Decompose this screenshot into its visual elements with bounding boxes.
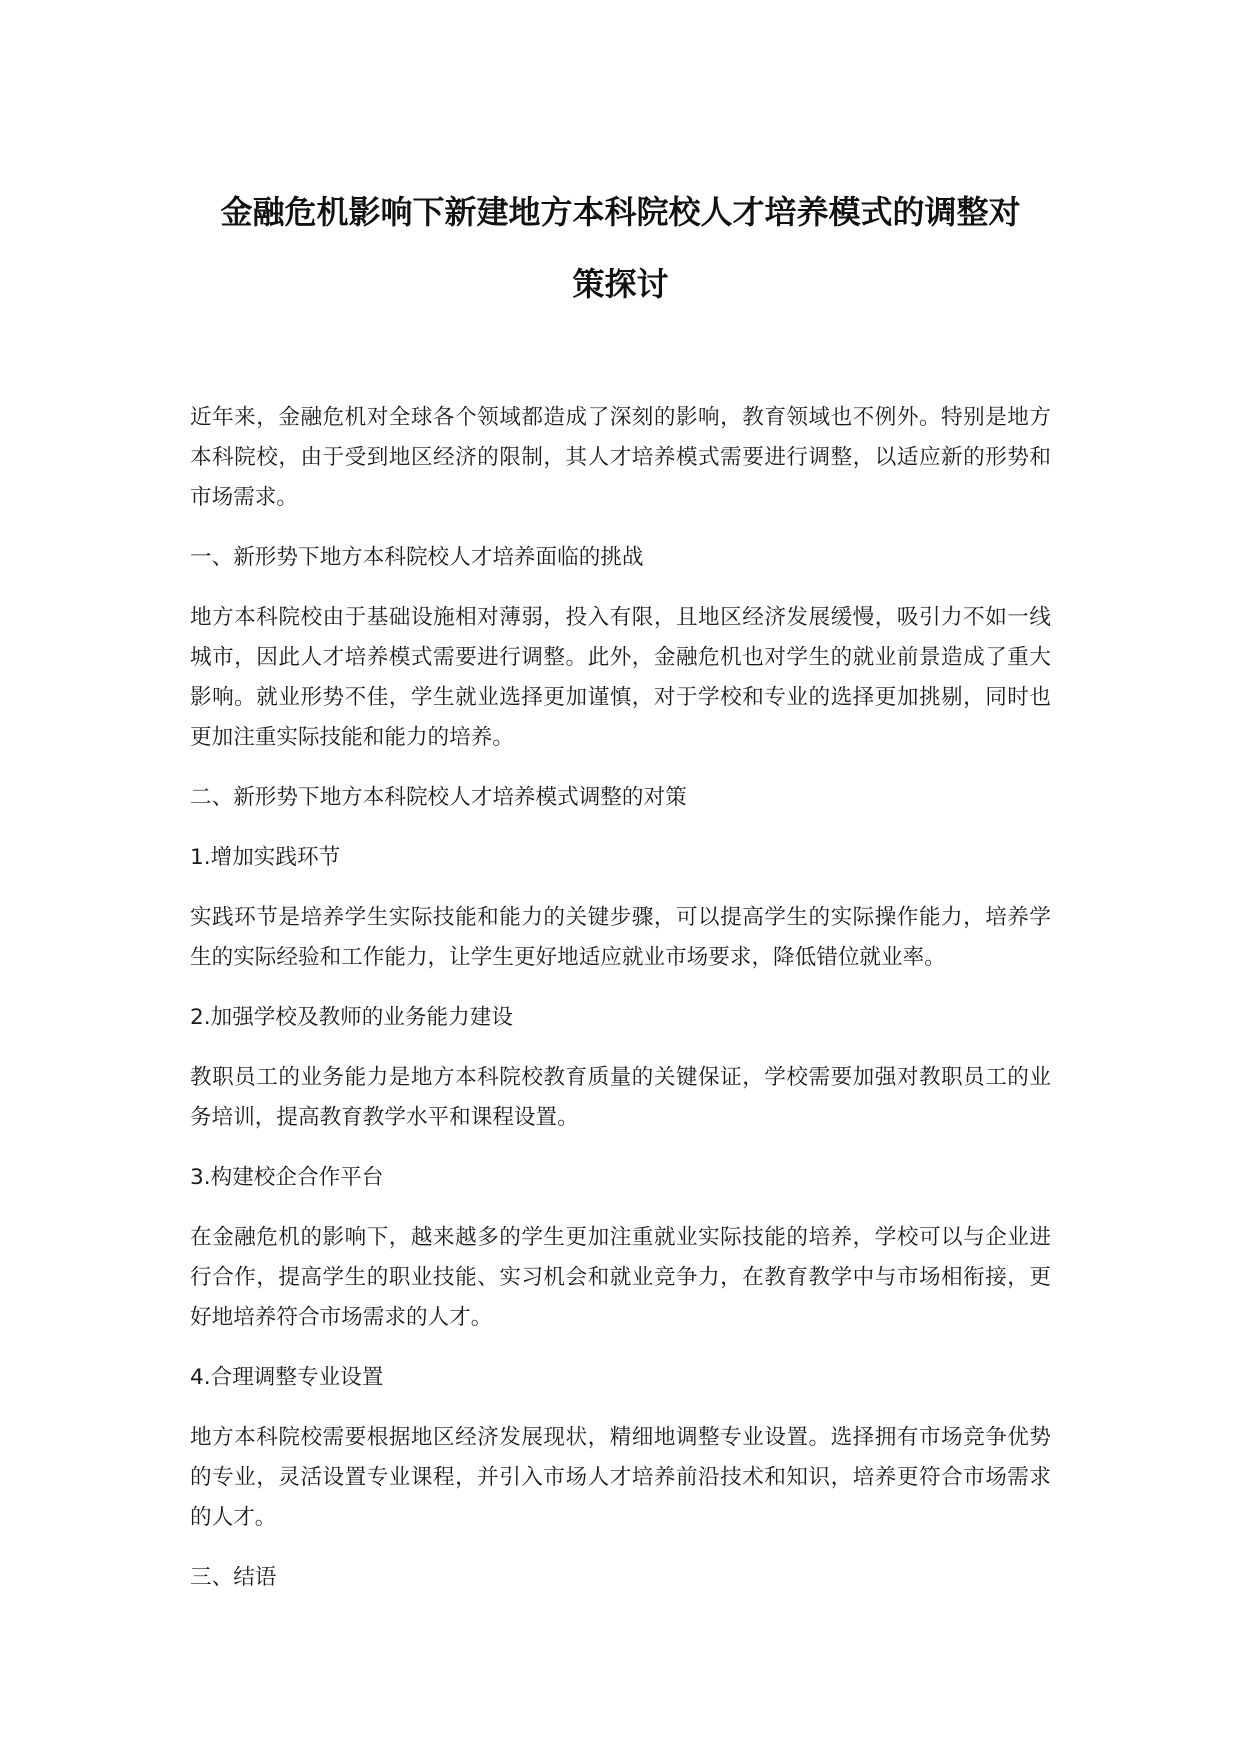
document-body: [190, 398, 1051, 1598]
subsection-heading-3: 3.构建校企合作平台: [190, 1165, 384, 1190]
subsection-heading-1: 1.增加实践环节: [190, 845, 341, 870]
section-1-paragraph: 地方本科院校由于基础设施相对薄弱，投入有限，且地区经济发展缓慢，吸引力不如一线城市，因此人才培养模式需要进行调整。此外，金融危机也对学生的就业前景造成了重大影响。就业形势不佳，学生就业选择更加谨慎，对于学校和专业的选择更加挑剔，同时也更加注重实际技能和能力的培养。: [190, 605, 1051, 750]
subsection-heading-4: 4.合理调整专业设置: [190, 1365, 384, 1390]
subsection-4-paragraph: 地方本科院校需要根据地区经济发展现状，精细地调整专业设置。选择拥有市场竞争优势的专业，灵活设置专业课程，并引入市场人才培养前沿技术和知识，培养更符合市场需求的人才。: [190, 1425, 1051, 1530]
section-heading-2: 二、新形势下地方本科院校人才培养模式调整的对策: [190, 785, 687, 810]
title-line-1: 金融危机影响下新建地方本科院校人才培养模式的调整对: [220, 193, 1021, 231]
subsection-2-paragraph: 教职员工的业务能力是地方本科院校教育质量的关键保证，学校需要加强对教职员工的业务培训，提高教育教学水平和课程设置。: [190, 1065, 1051, 1130]
title-line-2: 策探讨: [572, 265, 669, 303]
section-heading-1: 一、新形势下地方本科院校人才培养面临的挑战: [190, 545, 644, 570]
section-heading-3: 三、结语: [190, 1565, 277, 1590]
page-title: [190, 176, 1051, 320]
subsection-1-paragraph: 实践环节是培养学生实际技能和能力的关键步骤，可以提高学生的实际操作能力，培养学生的实际经验和工作能力，让学生更好地适应就业市场要求，降低错位就业率。: [190, 905, 1051, 970]
subsection-3-paragraph: 在金融危机的影响下，越来越多的学生更加注重就业实际技能的培养，学校可以与企业进行合作，提高学生的职业技能、实习机会和就业竞争力，在教育教学中与市场相衔接，更好地培养符合市场需求的人才。: [190, 1225, 1051, 1330]
subsection-heading-2: 2.加强学校及教师的业务能力建设: [190, 1005, 513, 1030]
intro-paragraph: 近年来，金融危机对全球各个领域都造成了深刻的影响，教育领域也不例外。特别是地方本科院校，由于受到地区经济的限制，其人才培养模式需要进行调整，以适应新的形势和市场需求。: [190, 405, 1051, 510]
